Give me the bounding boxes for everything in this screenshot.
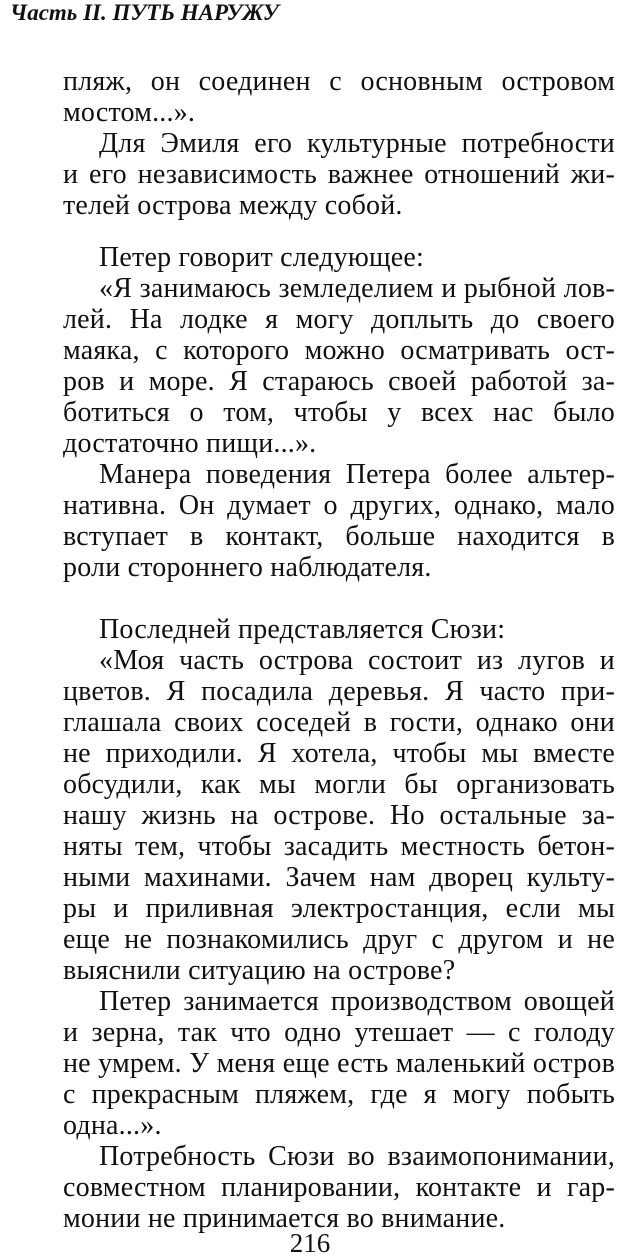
text-line: глашала своих соседей в гости, однако они	[63, 707, 615, 738]
text-line: роли стороннего наблюдателя.	[63, 552, 432, 583]
text-line: «Моя часть острова состоит из лугов и	[99, 645, 615, 676]
text-line: нашу жизнь на острове. Но остальные за-	[63, 800, 615, 831]
text-line: обсудили, как мы могли бы организовать	[63, 769, 615, 800]
text-line: телей острова между собой.	[63, 190, 403, 221]
text-line: ными махинами. Зачем нам дворец культу-	[63, 862, 615, 893]
text-line: и его независимость важнее отношений жи-	[63, 159, 615, 190]
text-line: не приходили. Я хотела, чтобы мы вместе	[63, 738, 615, 769]
text-line: маяка, с которого можно осматривать ост-	[63, 335, 615, 366]
text-line: и зерна, так что одно утешает — с голоду	[63, 1017, 615, 1048]
text-line: Для Эмиля его культурные потребности	[99, 128, 615, 159]
text-line: ров и море. Я стараюсь своей работой за-	[63, 366, 615, 397]
text-line: няты тем, чтобы засадить местность бетон-	[63, 831, 615, 862]
text-line: выяснили ситуацию на острове?	[63, 955, 456, 986]
text-line: Потребность Сюзи во взаимопонимании,	[99, 1141, 615, 1172]
text-line: одна...».	[63, 1110, 162, 1141]
text-line: еще не познакомились друг с другом и не	[63, 924, 615, 955]
text-line: мостом...».	[63, 97, 196, 128]
text-line: монии не принимается во внимание.	[63, 1203, 506, 1234]
text-line: Последней представляется Сюзи:	[99, 614, 506, 645]
text-line: Манера поведения Петера более альтер-	[99, 459, 615, 490]
text-line: цветов. Я посадила деревья. Я часто при-	[63, 676, 615, 707]
text-line: Петер занимается производством овощей	[99, 986, 615, 1017]
text-line: лей. На лодке я могу доплыть до своего	[63, 304, 615, 335]
page-number: 216	[289, 1228, 331, 1258]
text-line: вступает в контакт, больше находится в	[63, 521, 615, 552]
running-header: Часть II. ПУТЬ НАРУЖУ	[10, 0, 279, 25]
text-line: совместном планировании, контакте и гар-	[63, 1172, 615, 1203]
text-line: ры и приливная электростанция, если мы	[63, 893, 615, 924]
text-line: «Я занимаюсь земледелием и рыбной лов-	[99, 273, 615, 304]
text-line: достаточно пищи...».	[63, 428, 317, 459]
text-line: Петер говорит следующее:	[99, 242, 424, 273]
text-line: с прекрасным пляжем, где я могу побыть	[63, 1079, 615, 1110]
text-line: не умрем. У меня еще есть маленький остров	[63, 1048, 615, 1079]
text-line: ботиться о том, чтобы у всех нас было	[63, 397, 615, 428]
text-line: пляж, он соединен с основным островом	[63, 66, 615, 97]
text-line: нативна. Он думает о других, однако, мало	[63, 490, 615, 521]
